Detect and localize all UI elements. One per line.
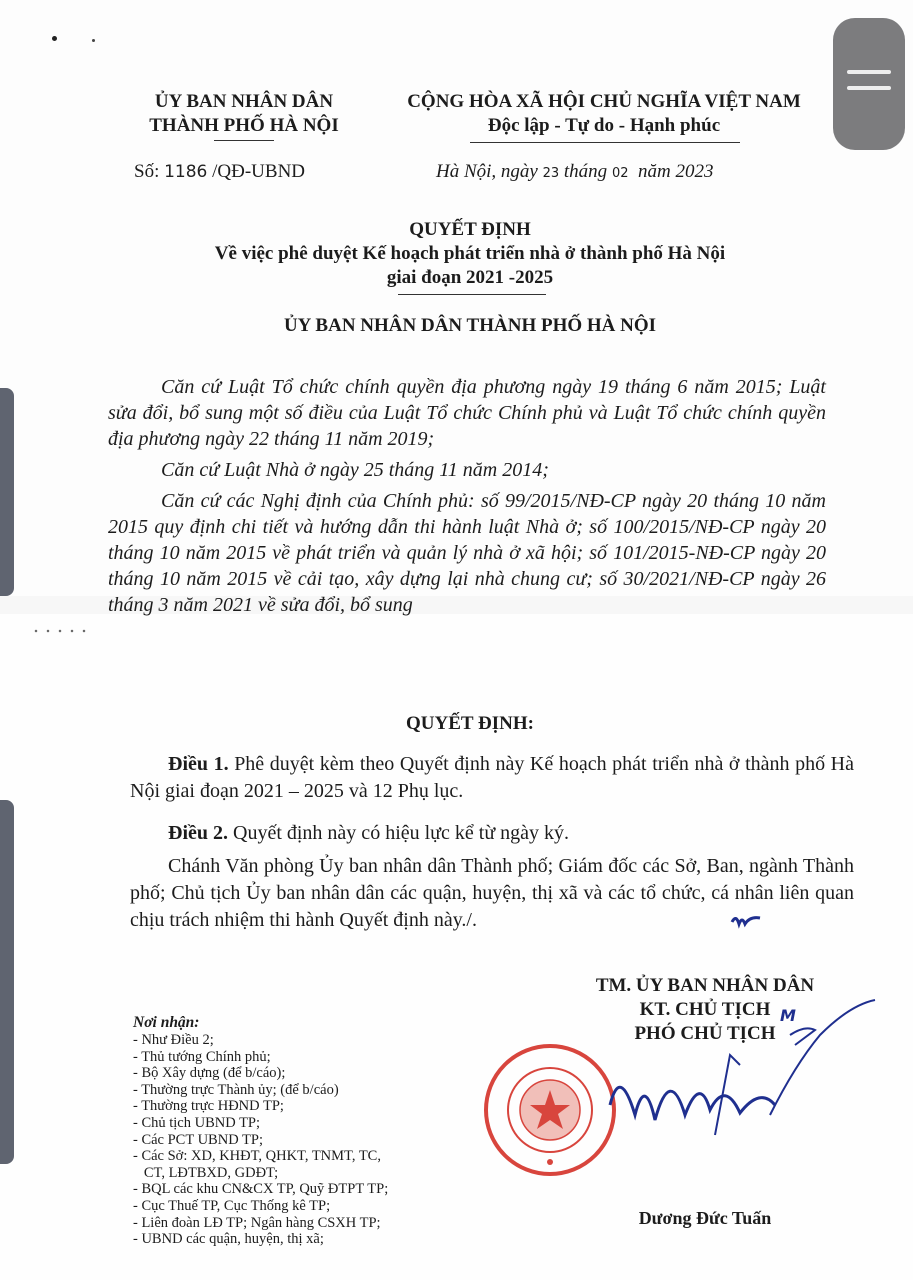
preamble xyxy=(108,374,826,616)
title-sub-1: Về việc phê duyệt Kế hoạch phát triển nhà ở thành phố Hà Nội xyxy=(214,243,726,264)
recipient-item: - Cục Thuế TP, Cục Thống kê TP; xyxy=(133,1197,331,1214)
preamble-paragraph-3: Căn cứ các Nghị định của Chính phủ: số 99/2015/NĐ-CP ngày 20 tháng 10 năm 2015 quy định chi tiết và hướng dẫn thi hành luật Nhà ở; số 100/2015/NĐ-CP ngày 20 tháng 10 năm 2015 về phát triển và quản lý nhà ở xã hội; số 101/2015-NĐ-CP ngày 20 tháng 10 năm 2015 về cải tạo, xây dựng lại nhà chung cư; số 30/2021/NĐ-CP ngày 26 tháng 3 năm 2021 về sửa đổi, bổ sung xyxy=(108,490,826,616)
signature-line-2: KT. CHỦ TỊCH xyxy=(639,999,771,1020)
recipient-item: - Thủ tướng Chính phủ; xyxy=(133,1048,271,1065)
recipient-item: - Các PCT UBND TP; xyxy=(133,1131,263,1148)
signature-line-1: TM. ỦY BAN NHÂN DÂN xyxy=(595,975,815,996)
motto-underline xyxy=(470,142,740,143)
article-2-text: Quyết định này có hiệu lực kể từ ngày ký. xyxy=(233,822,570,844)
title-underline xyxy=(398,294,546,295)
recipient-item: - Thường trực HĐND TP; xyxy=(133,1098,284,1115)
recipient-item: - Các Sở: XD, KHĐT, QHKT, TNMT, TC, xyxy=(133,1148,381,1165)
number-suffix: /QĐ-UBND xyxy=(212,161,306,182)
closing-paragraph: Chánh Văn phòng Ủy ban nhân dân Thành phố; Giám đốc các Sở, Ban, ngành Thành phố; Chủ tịch Ủy ban nhân dân các quận, huyện, thị xã và các tổ chức, cá nhân liên quan chịu trách nhiệm thi hành Quyết định này./. xyxy=(130,855,854,931)
article-1 xyxy=(130,751,854,805)
document-date xyxy=(436,160,713,186)
document-number xyxy=(134,160,305,184)
recipient-item: - BQL các khu CN&CX TP, Quỹ ĐTPT TP; xyxy=(133,1181,389,1198)
title-block xyxy=(150,218,790,290)
date-month: 02 xyxy=(611,166,629,181)
recipient-item: - Thường trực Thành ủy; (để b/cáo) xyxy=(133,1081,339,1098)
national-name: CỘNG HÒA XÃ HỘI CHỦ NGHĨA VIỆT NAM xyxy=(407,91,801,112)
article-2-label: Điều 2. xyxy=(168,822,228,844)
number-value: 1186 xyxy=(164,162,208,182)
national-motto: Độc lập - Tự do - Hạnh phúc xyxy=(487,115,721,136)
issuer-underline xyxy=(214,140,274,141)
recipient-item: - Như Điều 2; xyxy=(133,1032,214,1048)
issuing-body: ỦY BAN NHÂN DÂN THÀNH PHỐ HÀ NỘI xyxy=(283,315,657,336)
signer-name: Dương Đức Tuấn xyxy=(638,1208,772,1228)
preamble-paragraph-2: Căn cứ Luật Nhà ở ngày 25 tháng 11 năm 2014; xyxy=(161,459,549,481)
date-day: 23 xyxy=(542,166,560,181)
issuer-header xyxy=(120,90,368,138)
menu-icon xyxy=(847,70,891,74)
recipients-title: Nơi nhận: xyxy=(133,1014,200,1031)
title-main: QUYẾT ĐỊNH xyxy=(409,219,531,240)
date-text: Hà Nội, ngày xyxy=(436,161,538,182)
preamble-paragraph-1: Căn cứ Luật Tổ chức chính quyền địa phương ngày 19 tháng 6 năm 2015; Luật sửa đổi, bổ sung một số điều của Luật Tổ chức Chính phủ và Luật Tổ chức chính quyền địa phương ngày 22 tháng 11 năm 2019; xyxy=(108,376,826,450)
initials-mark: M xyxy=(780,1006,796,1025)
signature-line-3: PHÓ CHỦ TỊCH xyxy=(634,1023,776,1044)
handwritten-signature-icon xyxy=(590,995,890,1175)
article-1-text: Phê duyệt kèm theo Quyết định này Kế hoạch phát triển nhà ở thành phố Hà Nội giai đoạn 2021 – 2025 và 12 Phụ lục. xyxy=(130,753,855,802)
speck xyxy=(52,36,57,41)
recipients xyxy=(133,1014,463,1248)
recipient-item: - Bộ Xây dựng (để b/cáo); xyxy=(133,1065,286,1082)
menu-icon xyxy=(847,86,891,90)
side-panel-tab[interactable] xyxy=(0,388,14,596)
national-header xyxy=(388,90,820,138)
side-panel-tab[interactable] xyxy=(0,800,14,1164)
number-prefix: Số: xyxy=(134,161,160,182)
article-2 xyxy=(130,820,854,847)
decision-heading: QUYẾT ĐỊNH: xyxy=(406,713,534,734)
recipient-item: - Liên đoàn LĐ TP; Ngân hàng CSXH TP; xyxy=(133,1214,381,1231)
issuer-line-2: THÀNH PHỐ HÀ NỘI xyxy=(149,115,339,136)
title-sub-2: giai đoạn 2021 -2025 xyxy=(386,267,554,288)
recipient-item: CT, LĐTBXD, GDĐT; xyxy=(133,1164,279,1181)
speck xyxy=(92,39,95,42)
date-month-label: tháng xyxy=(563,161,608,182)
recipient-item: - Chủ tịch UBND TP; xyxy=(133,1114,261,1131)
menu-button[interactable] xyxy=(833,18,905,150)
speckles xyxy=(30,628,90,634)
issuer-line-1: ỦY BAN NHÂN DÂN xyxy=(154,91,334,112)
recipient-item: - UBND các quận, huyện, thị xã; xyxy=(133,1231,324,1248)
date-year: năm 2023 xyxy=(637,161,714,182)
initial-mark-icon xyxy=(730,912,762,930)
article-1-label: Điều 1. xyxy=(168,753,229,775)
